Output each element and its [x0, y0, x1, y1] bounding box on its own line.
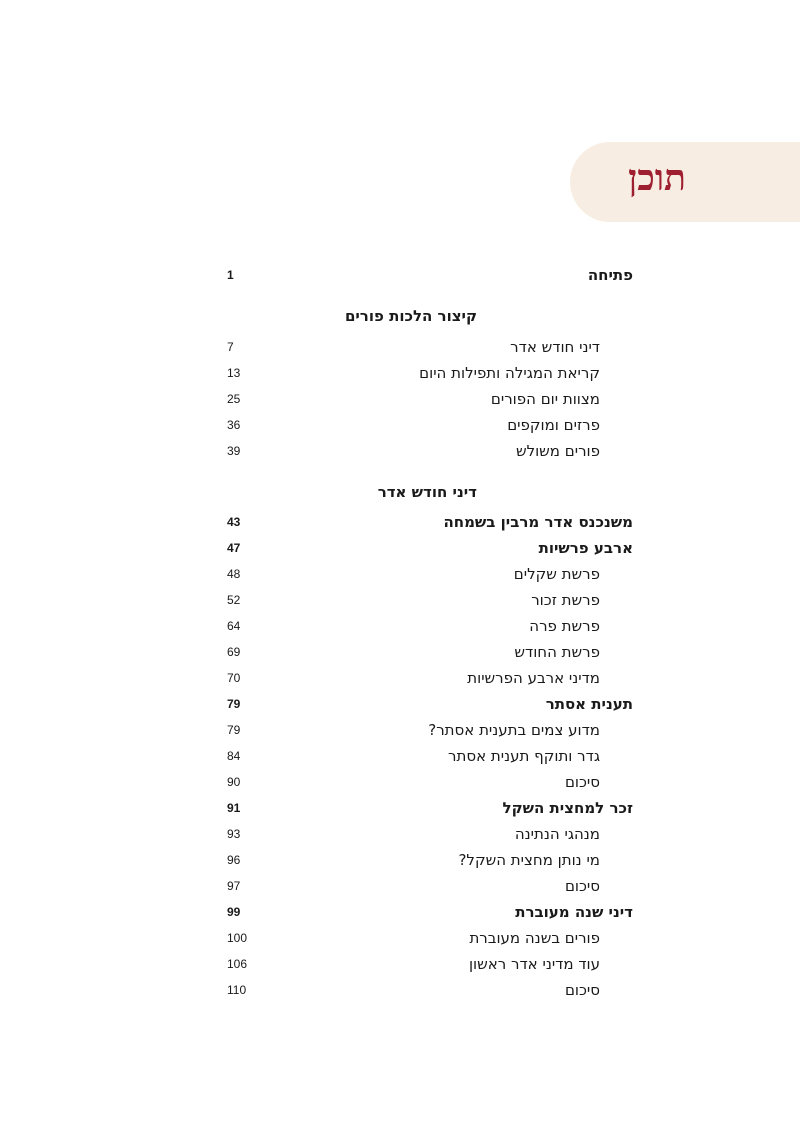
- toc-entry-page: 69: [227, 645, 241, 659]
- toc-entry-label: סיכום: [564, 877, 600, 895]
- toc-entry-page: 70: [227, 671, 241, 685]
- toc-entry-label: תענית אסתר: [545, 695, 633, 713]
- toc-entry-page: 100: [227, 931, 248, 945]
- toc-entry-label: דיני חודש אדר: [510, 338, 600, 356]
- toc-section-heading: [0, 480, 800, 504]
- toc-section-heading: [0, 304, 800, 328]
- toc-entry-label: מי נותן מחצית השקל?: [458, 851, 600, 869]
- toc-entry[interactable]: [0, 361, 800, 385]
- toc-entry[interactable]: [0, 874, 800, 898]
- toc-entry[interactable]: [0, 978, 800, 1002]
- toc-entry-page: 84: [227, 749, 241, 763]
- toc-entry-label: פרשת זכור: [531, 591, 600, 609]
- toc-entry-page: 48: [227, 567, 241, 581]
- toc-entry[interactable]: [0, 536, 800, 560]
- toc-entry[interactable]: [0, 588, 800, 612]
- toc-entry[interactable]: [0, 387, 800, 411]
- toc-entry[interactable]: [0, 666, 800, 690]
- toc-entry[interactable]: [0, 822, 800, 846]
- toc-entry-page: 79: [227, 723, 241, 737]
- toc-entry-page: 106: [227, 957, 248, 971]
- toc-entry-label: סיכום: [564, 981, 600, 999]
- toc-entry-page: 7: [227, 340, 234, 354]
- toc-entry[interactable]: [0, 900, 800, 924]
- toc-entry[interactable]: [0, 692, 800, 716]
- toc-entry-label: ארבע פרשיות: [538, 539, 633, 557]
- toc-entry-page: 93: [227, 827, 241, 841]
- toc-entry-label: פתיחה: [587, 266, 633, 284]
- toc-entry-label: פורים בשנה מעוברת: [469, 929, 600, 947]
- toc-entry[interactable]: [0, 510, 800, 534]
- toc-entry-page: 25: [227, 392, 241, 406]
- toc-entry-label: פרשת החודש: [514, 643, 600, 661]
- toc-entry-label: מדוע צמים בתענית אסתר?: [428, 721, 600, 739]
- toc-section-label: קיצור הלכות פורים: [344, 307, 477, 325]
- toc-entry[interactable]: [0, 796, 800, 820]
- toc-entry-page: 47: [227, 541, 241, 555]
- toc-entry-page: 96: [227, 853, 241, 867]
- toc-entry[interactable]: [0, 926, 800, 950]
- toc-entry[interactable]: [0, 335, 800, 359]
- toc-entry-label: מנהגי הנתינה: [514, 825, 600, 843]
- toc-entry-page: 43: [227, 515, 241, 529]
- toc-entry-label: עוד מדיני אדר ראשון: [468, 955, 600, 973]
- toc-entry[interactable]: [0, 614, 800, 638]
- toc-entry-label: פרשת פרה: [529, 617, 600, 635]
- toc-entry-page: 1: [227, 268, 234, 282]
- toc-entry-page: 13: [227, 366, 241, 380]
- toc-entry[interactable]: [0, 848, 800, 872]
- toc-entry-page: 110: [227, 983, 247, 997]
- toc-entry-label: פורים משולש: [515, 442, 600, 460]
- toc-entry[interactable]: [0, 770, 800, 794]
- toc-entry[interactable]: [0, 640, 800, 664]
- toc-section-label: דיני חודש אדר: [377, 483, 477, 501]
- toc-entry-label: פרזים ומוקפים: [507, 416, 600, 434]
- toc-entry-label: פרשת שקלים: [513, 565, 600, 583]
- toc-entry-page: 52: [227, 593, 241, 607]
- toc-entry-label: גדר ותוקף תענית אסתר: [448, 747, 600, 765]
- toc-entry-label: מצוות יום הפורים: [490, 390, 600, 408]
- toc-entry[interactable]: [0, 413, 800, 437]
- toc-entry-label: משנכנס אדר מרבין בשמחה: [443, 513, 633, 531]
- toc-entry-label: מדיני ארבע הפרשיות: [467, 669, 600, 687]
- toc-entry[interactable]: [0, 952, 800, 976]
- toc-entry-page: 79: [227, 697, 241, 711]
- toc-entry-page: 39: [227, 444, 241, 458]
- toc-entry[interactable]: [0, 718, 800, 742]
- toc-entry-intro[interactable]: [0, 263, 800, 287]
- toc-entry-label: זכר למחצית השקל: [502, 799, 633, 817]
- toc-entry-page: 64: [227, 619, 241, 633]
- toc-entry[interactable]: [0, 744, 800, 768]
- toc-entry-label: דיני שנה מעוברת: [515, 903, 633, 921]
- toc-entry[interactable]: [0, 439, 800, 463]
- toc-entry-label: סיכום: [564, 773, 600, 791]
- toc-entry-page: 97: [227, 879, 241, 893]
- toc-entry[interactable]: [0, 562, 800, 586]
- toc-entry-page: 36: [227, 418, 241, 432]
- toc-entry-page: 99: [227, 905, 241, 919]
- page-title: תוכן: [628, 157, 686, 199]
- toc-entry-label: קריאת המגילה ותפילות היום: [419, 364, 600, 382]
- toc-entry-page: 91: [227, 801, 241, 815]
- toc-entry-page: 90: [227, 775, 241, 789]
